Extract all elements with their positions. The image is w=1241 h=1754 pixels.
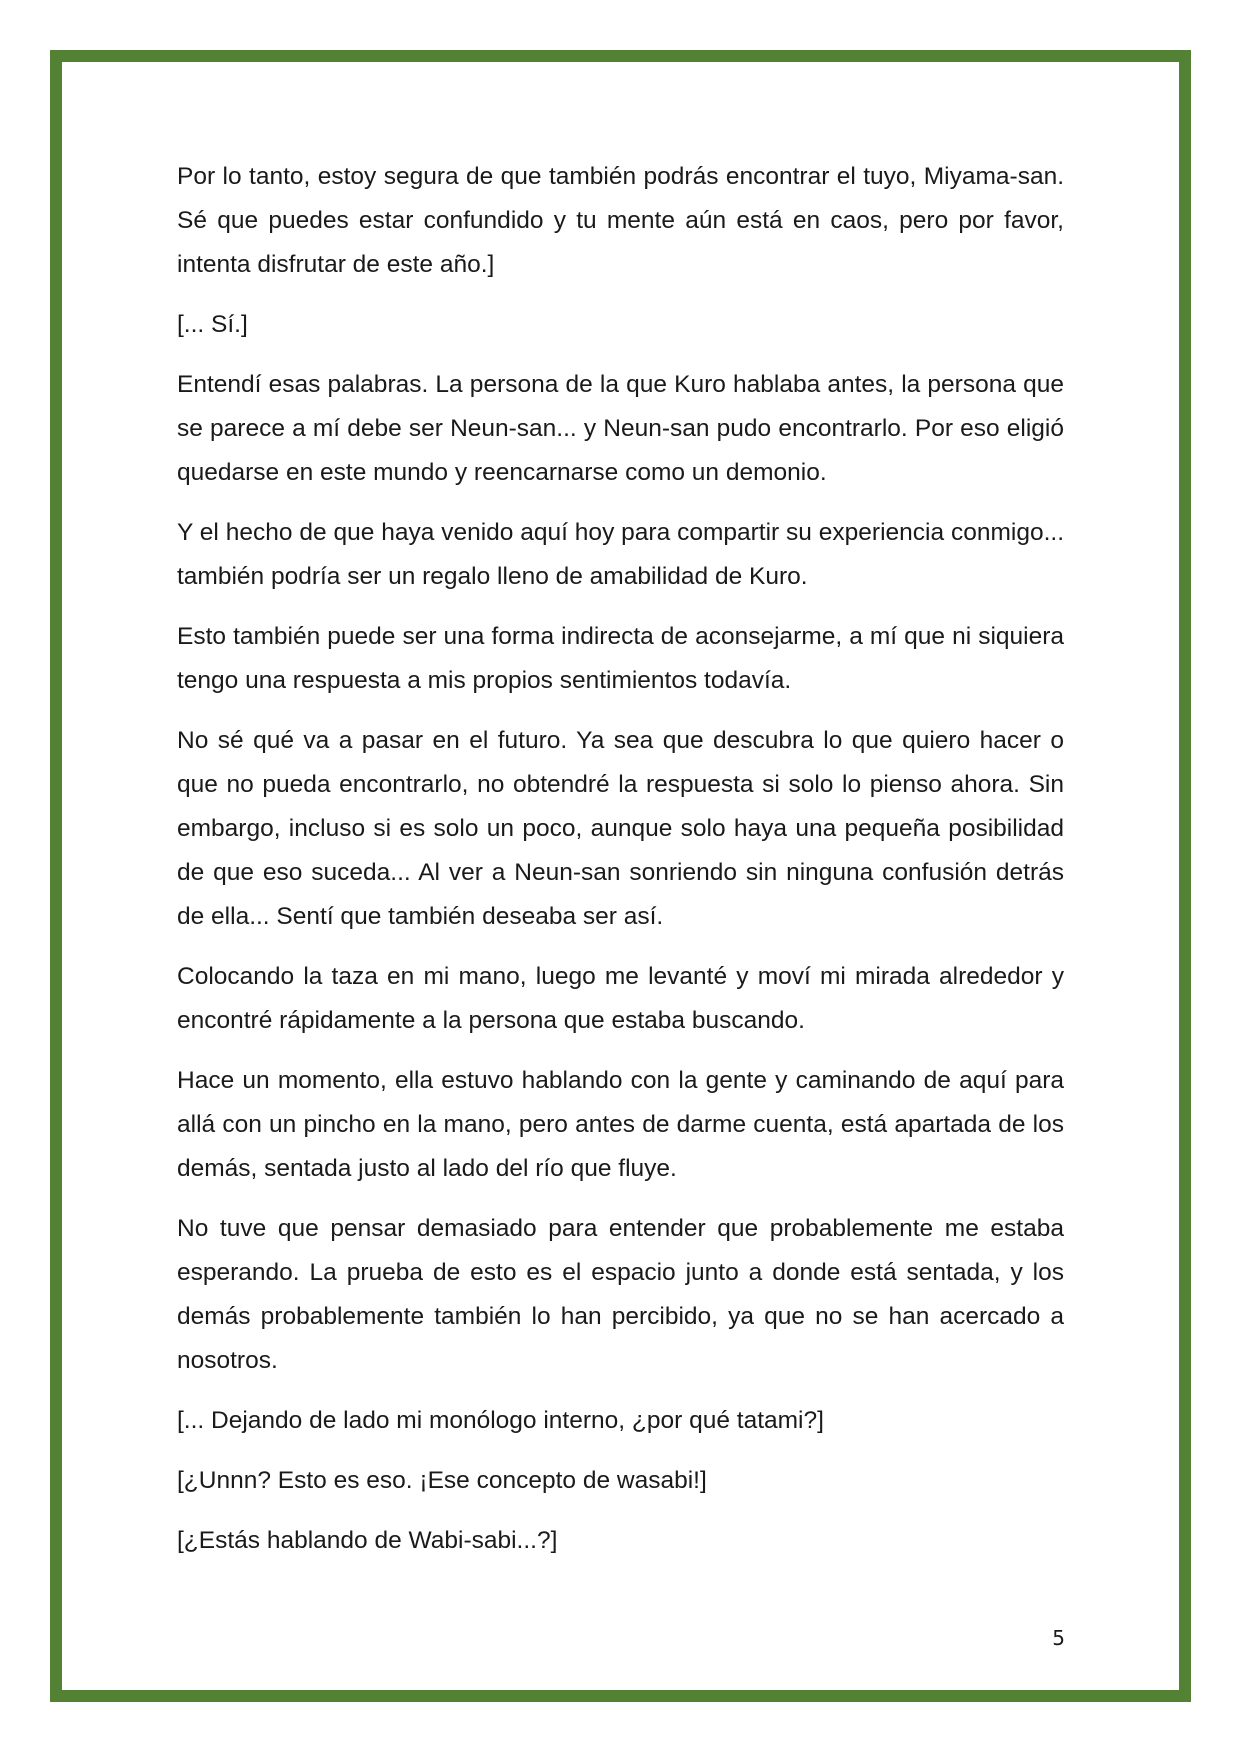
paragraph: Por lo tanto, estoy segura de que también podrás encontrar el tuyo, Miyama-san. Sé que puedes estar confundido y tu mente aún está en caos, pero por favor, intenta disfrutar de este año.] [177, 163, 1064, 278]
paragraph: [¿Unnn? Esto es eso. ¡Ese concepto de wasabi!] [177, 1467, 707, 1494]
paragraph: No tuve que pensar demasiado para entender que probablemente me estaba esperando. La prueba de esto es el espacio junto a donde está sentada, y los demás probablemente también lo han percibido, ya que no se han acercado a nosotros. [177, 1215, 1064, 1374]
paragraph: Y el hecho de que haya venido aquí hoy para compartir su experiencia conmigo... también podría ser un regalo lleno de amabilidad de Kuro. [177, 519, 1064, 590]
paragraph: Hace un momento, ella estuvo hablando con la gente y caminando de aquí para allá con un pincho en la mano, pero antes de darme cuenta, está apartada de los demás, sentada justo al lado del río que fluye. [177, 1067, 1064, 1182]
document-body [177, 155, 1064, 1579]
paragraph: [¿Estás hablando de Wabi-sabi...?] [177, 1527, 558, 1554]
page-number: 5 [1052, 1626, 1065, 1650]
paragraph: Colocando la taza en mi mano, luego me levanté y moví mi mirada alrededor y encontré rápidamente a la persona que estaba buscando. [177, 963, 1064, 1034]
paragraph: [... Sí.] [177, 311, 248, 338]
paragraph: [... Dejando de lado mi monólogo interno, ¿por qué tatami?] [177, 1407, 824, 1434]
paragraph: Entendí esas palabras. La persona de la que Kuro hablaba antes, la persona que se parece a mí debe ser Neun-san... y Neun-san pudo encontrarlo. Por eso eligió quedarse en este mundo y reencarnarse como un demonio. [177, 371, 1064, 486]
paragraph: Esto también puede ser una forma indirecta de aconsejarme, a mí que ni siquiera tengo una respuesta a mis propios sentimientos todavía. [177, 623, 1064, 694]
paragraph: No sé qué va a pasar en el futuro. Ya sea que descubra lo que quiero hacer o que no pueda encontrarlo, no obtendré la respuesta si solo lo pienso ahora. Sin embargo, incluso si es solo un poco, aunque solo haya una pequeña posibilidad de que eso suceda... Al ver a Neun-san sonriendo sin ninguna confusión detrás de ella... Sentí que también deseaba ser así. [177, 727, 1064, 930]
